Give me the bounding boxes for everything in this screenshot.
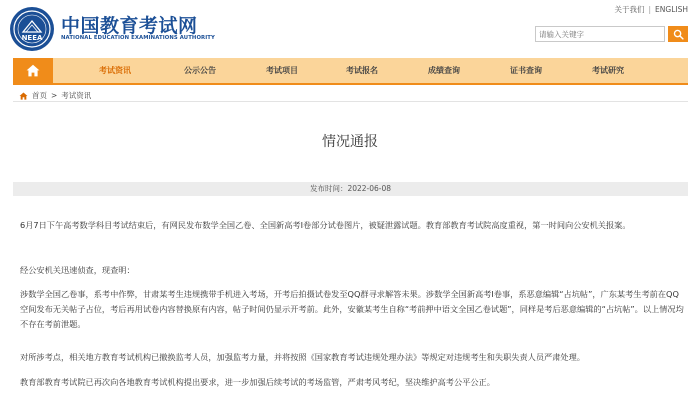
- search-icon: [673, 29, 684, 40]
- search-button[interactable]: [668, 26, 688, 42]
- breadcrumb-divider: [13, 101, 688, 102]
- nav-item-score-query[interactable]: 成绩查询: [428, 66, 460, 75]
- top-links-separator: |: [648, 5, 652, 14]
- publish-date: 发布时间：2022-06-08: [13, 182, 688, 196]
- nav-item-announcements[interactable]: 公示公告: [184, 66, 216, 75]
- main-nav: [13, 58, 688, 85]
- search-input[interactable]: [535, 26, 665, 42]
- about-link[interactable]: 关于我们: [614, 5, 645, 14]
- article-paragraph: 经公安机关迅速侦查，现查明：: [20, 265, 135, 275]
- neea-logo-icon: [12, 9, 52, 49]
- english-link[interactable]: ENGLISH: [655, 5, 688, 14]
- site-name-cn[interactable]: 中国教育考试网: [61, 15, 198, 37]
- article-title: 情况通报: [322, 134, 378, 150]
- breadcrumb-separator: >: [51, 91, 58, 100]
- site-header: [0, 0, 700, 57]
- breadcrumb: [19, 90, 91, 101]
- nav-item-certificate-query[interactable]: 证书查询: [510, 66, 542, 75]
- nav-item-exam-programs[interactable]: 考试项目: [266, 66, 298, 75]
- article-paragraph: 对所涉考点，相关地方教育考试机构已撤换监考人员，加强监考力量，并将按照《国家教育考试违规处理办法》等规定对违规考生和失职失责人员严肃处理。: [20, 352, 585, 362]
- site-name-en: NATIONAL EDUCATION EXAMINATIONS AUTHORITY: [61, 35, 215, 41]
- nav-item-exam-news[interactable]: 考试资讯: [99, 66, 131, 75]
- breadcrumb-home[interactable]: 首页: [32, 91, 47, 100]
- home-icon: [26, 64, 40, 77]
- article-paragraph: 教育部教育考试院已再次向各地教育考试机构提出要求，进一步加强后续考试的考场监管，严肃考风考纪，坚决维护高考公平公正。: [20, 377, 495, 387]
- article-paragraph: 涉数学全国乙卷事，系考中作弊，甘肃某考生违规携带手机进入考场，开考后拍摄试卷发至QQ群寻求解答未果。涉数学全国新高考Ⅰ卷事，系恶意编辑“占坑帖”，广东某考生考前在QQ空间发布无关帖子占位，考后再用试卷内容替换原有内容，帖子时间仍显示开考前。此外，安徽某考生自称“考前押中语文全国乙卷试题”，同样是考后恶意编辑的“占坑帖”。以上情况均不存在考前泄题。: [20, 289, 684, 329]
- nav-item-exam-research[interactable]: 考试研究: [592, 66, 624, 75]
- search-box: [535, 26, 688, 42]
- home-icon: [19, 92, 28, 100]
- breadcrumb-current[interactable]: 考试资讯: [61, 91, 92, 100]
- nav-home-button[interactable]: [13, 58, 53, 83]
- site-logo[interactable]: [10, 7, 54, 51]
- nav-item-registration[interactable]: 考试报名: [346, 66, 378, 75]
- logo-mark-text: NEEA: [21, 34, 43, 42]
- article-paragraph: 6月7日下午高考数学科目考试结束后，有网民发布数学全国乙卷、全国新高考Ⅰ卷部分试卷图片，被疑泄露试题。教育部教育考试院高度重视，第一时间向公安机关报案。: [20, 220, 631, 230]
- top-links: [615, 4, 688, 15]
